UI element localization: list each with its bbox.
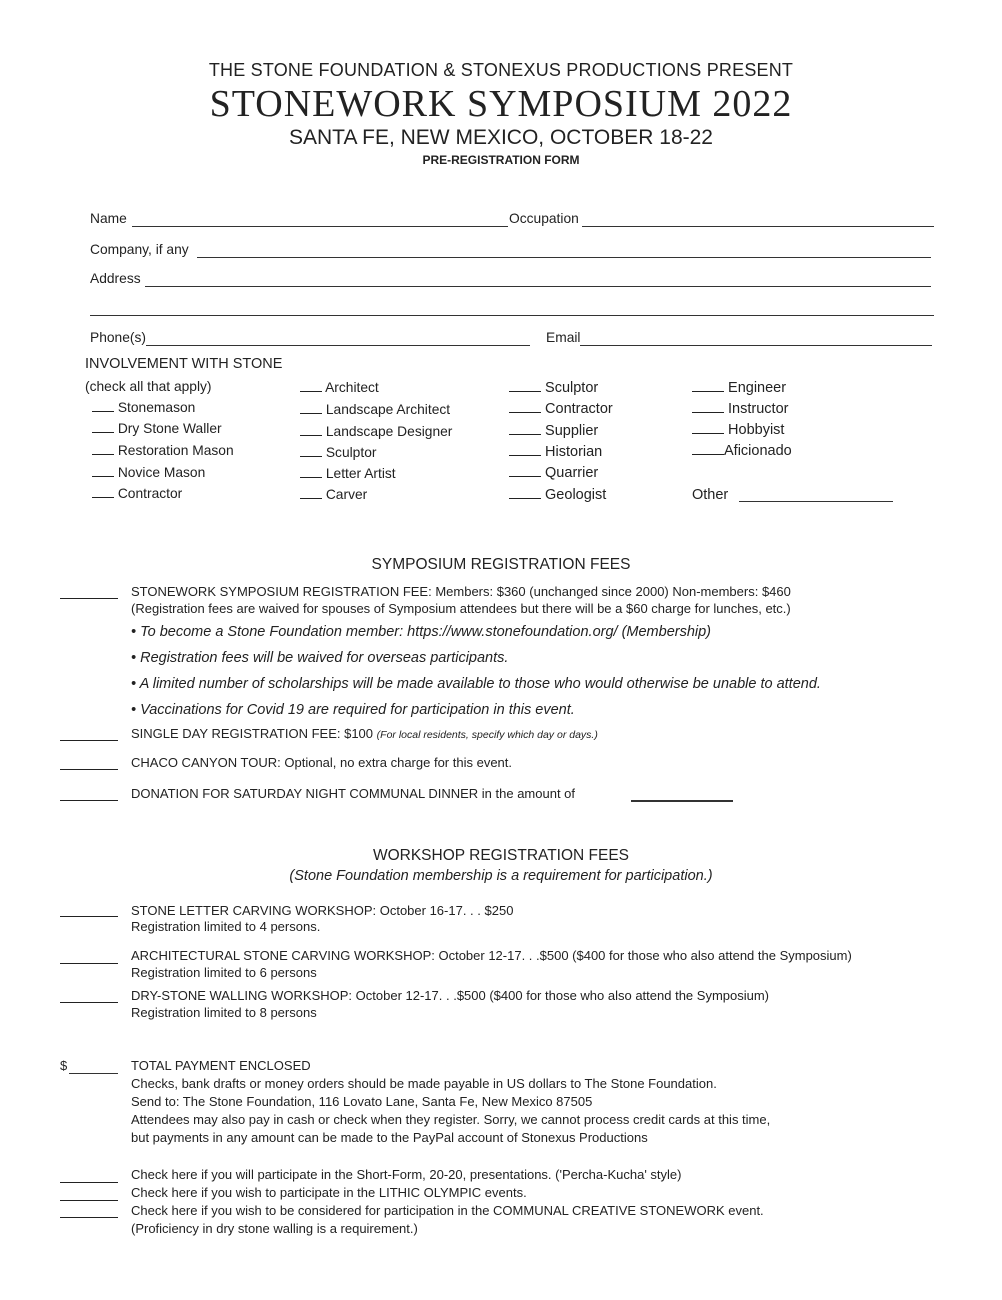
checkbox-sculptor-2[interactable] [509,380,598,396]
email-field[interactable] [580,345,932,346]
architectural-carving-limit: Registration limited to 6 persons [131,965,317,980]
checkbox-landscape-designer[interactable] [300,424,452,439]
checkbox-restoration-mason[interactable] [92,443,234,458]
checkbox-stonemason[interactable] [92,400,195,415]
total-payment-field[interactable] [69,1073,118,1074]
occupation-field[interactable] [582,226,934,227]
payment-instructions-3: but payments in any amount can be made to the PayPal account of Stonexus Productions [131,1130,648,1145]
page-title: STONEWORK SYMPOSIUM 2022 [209,83,793,125]
option-label: Contractor [545,401,613,417]
letter-carving-limit: Registration limited to 4 persons. [131,919,321,934]
workshop-heading: WORKSHOP REGISTRATION FEES [372,847,630,864]
letter-carving-blank[interactable] [60,916,118,917]
donation-amount-field[interactable] [631,800,733,802]
option-label: Quarrier [545,465,599,481]
option-label: Landscape Designer [325,424,453,439]
email-label: Email [546,330,581,345]
occupation-label: Occupation [509,211,579,226]
option-label: Sculptor [545,380,599,396]
presenters-line: THE STONE FOUNDATION & STONEXUS PRODUCTIONS PRESENT [208,60,794,80]
checkbox-architect[interactable] [300,380,379,395]
short-form-blank[interactable] [60,1182,118,1183]
dry-stone-walling-title: DRY-STONE WALLING WORKSHOP: October 12-17. . .$500 ($400 for those who also attend the Symposium) [131,988,770,1003]
single-day-blank[interactable] [60,740,118,741]
registration-fee-blank[interactable] [60,598,118,599]
option-label: Aficionado [724,443,792,459]
address-field-line-2[interactable] [90,315,934,316]
single-day-text: SINGLE DAY REGISTRATION FEE: $100 [131,726,374,741]
checkbox-letter-artist[interactable] [300,466,396,481]
total-payment-title: TOTAL PAYMENT ENCLOSED [131,1058,311,1073]
form-name: PRE-REGISTRATION FORM [422,153,580,167]
option-label: Novice Mason [117,465,206,480]
other-label: Other [692,487,729,503]
checkbox-hobbyist[interactable] [692,422,784,438]
checkbox-contractor[interactable] [92,486,182,501]
workshop-subheading: (Stone Foundation membership is a requirement for participation.) [289,868,713,884]
dollar-sign: $ [60,1058,68,1073]
dry-stone-walling-limit: Registration limited to 8 persons [131,1005,317,1020]
checkbox-carver[interactable] [300,487,367,502]
checkbox-contractor-2[interactable] [509,401,613,417]
single-day-fee [131,726,598,741]
option-label: Historian [545,444,603,460]
payment-instructions-2: Attendees may also pay in cash or check when they register. Sorry, we cannot process credit cards at this time, [131,1112,771,1127]
checkbox-quarrier[interactable] [509,465,598,481]
symposium-heading: SYMPOSIUM REGISTRATION FEES [371,556,631,573]
other-field[interactable] [739,501,893,502]
option-label: Stonemason [117,400,196,415]
bullet-scholarships: • A limited number of scholarships will be made available to those who would otherwise be unable to attend. [131,676,821,692]
phone-field[interactable] [146,345,530,346]
option-label: Engineer [728,380,787,396]
bullet-vaccinations: • Vaccinations for Covid 19 are required for participation in this event. [131,702,575,718]
lithic-olympic-blank[interactable] [60,1200,118,1201]
option-label: Sculptor [325,445,377,460]
address-label: Address [90,271,141,286]
phone-label: Phone(s) [90,330,146,345]
option-label: Letter Artist [325,466,396,481]
event-location: SANTA FE, NEW MEXICO, OCTOBER 18-22 [289,126,713,149]
option-label: Geologist [545,487,607,503]
company-label: Company, if any [90,242,189,257]
option-label: Contractor [117,486,183,501]
chaco-blank[interactable] [60,769,118,770]
checkbox-dry-stone-waller[interactable] [92,421,222,436]
address-field[interactable] [145,286,931,287]
option-label: Landscape Architect [325,402,451,417]
company-field[interactable] [197,257,931,258]
involvement-instruction: (check all that apply) [85,379,212,394]
payment-instructions-1: Checks, bank drafts or money orders should be made payable in US dollars to The Stone Foundation. [131,1076,717,1091]
option-label: Supplier [545,423,599,439]
architectural-carving-blank[interactable] [60,963,118,964]
communal-stonework-blank[interactable] [60,1217,118,1218]
dry-stone-walling-blank[interactable] [60,1002,118,1003]
single-day-note: (For local residents, specify which day or days.) [376,729,598,741]
donation-blank[interactable] [60,800,118,801]
checkbox-aficionado[interactable] [692,443,792,459]
communal-stonework-text: Check here if you wish to be considered for participation in the COMMUNAL CREATIVE STONEWORK event. [131,1203,764,1218]
bullet-overseas: • Registration fees will be waived for overseas participants. [131,650,509,666]
payment-address: Send to: The Stone Foundation, 116 Lovato Lane, Santa Fe, New Mexico 87505 [131,1094,593,1109]
option-label: Hobbyist [728,422,785,438]
proficiency-note: (Proficiency in dry stone walling is a requirement.) [131,1221,418,1236]
lithic-olympic-text: Check here if you wish to participate in the LITHIC OLYMPIC events. [131,1185,527,1200]
bullet-membership: • To become a Stone Foundation member: https://www.stonefoundation.org/ (Membership) [131,624,712,640]
short-form-text: Check here if you will participate in the Short-Form, 20-20, presentations. ('Percha-Kucha' style) [131,1167,682,1182]
option-label: Architect [325,380,379,395]
checkbox-novice-mason[interactable] [92,465,205,480]
name-field[interactable] [132,226,508,227]
checkbox-supplier[interactable] [509,423,598,439]
checkbox-geologist[interactable] [509,487,606,503]
chaco-tour-text: CHACO CANYON TOUR: Optional, no extra charge for this event. [131,755,512,770]
registration-fee-text: STONEWORK SYMPOSIUM REGISTRATION FEE: Members: $360 (unchanged since 2000) Non-members: $460 [131,584,791,599]
checkbox-landscape-architect[interactable] [300,402,450,417]
option-label: Carver [325,487,368,502]
name-label: Name [90,211,127,226]
option-label: Dry Stone Waller [117,421,222,436]
checkbox-historian[interactable] [509,444,602,460]
involvement-heading: INVOLVEMENT WITH STONE [85,356,283,372]
architectural-carving-title: ARCHITECTURAL STONE CARVING WORKSHOP: October 12-17. . .$500 ($400 for those who also attend the Symposium) [131,948,852,963]
checkbox-engineer[interactable] [692,380,786,396]
letter-carving-title: STONE LETTER CARVING WORKSHOP: October 16-17. . . $250 [131,903,514,918]
option-label: Instructor [728,401,789,417]
donation-text: DONATION FOR SATURDAY NIGHT COMMUNAL DINNER in the amount of [131,786,576,801]
registration-fee-note: (Registration fees are waived for spouses of Symposium attendees but there will be a $60 charge for lunches, etc.) [131,601,791,616]
checkbox-instructor[interactable] [692,401,788,417]
option-label: Restoration Mason [117,443,234,458]
checkbox-sculptor[interactable] [300,445,376,460]
